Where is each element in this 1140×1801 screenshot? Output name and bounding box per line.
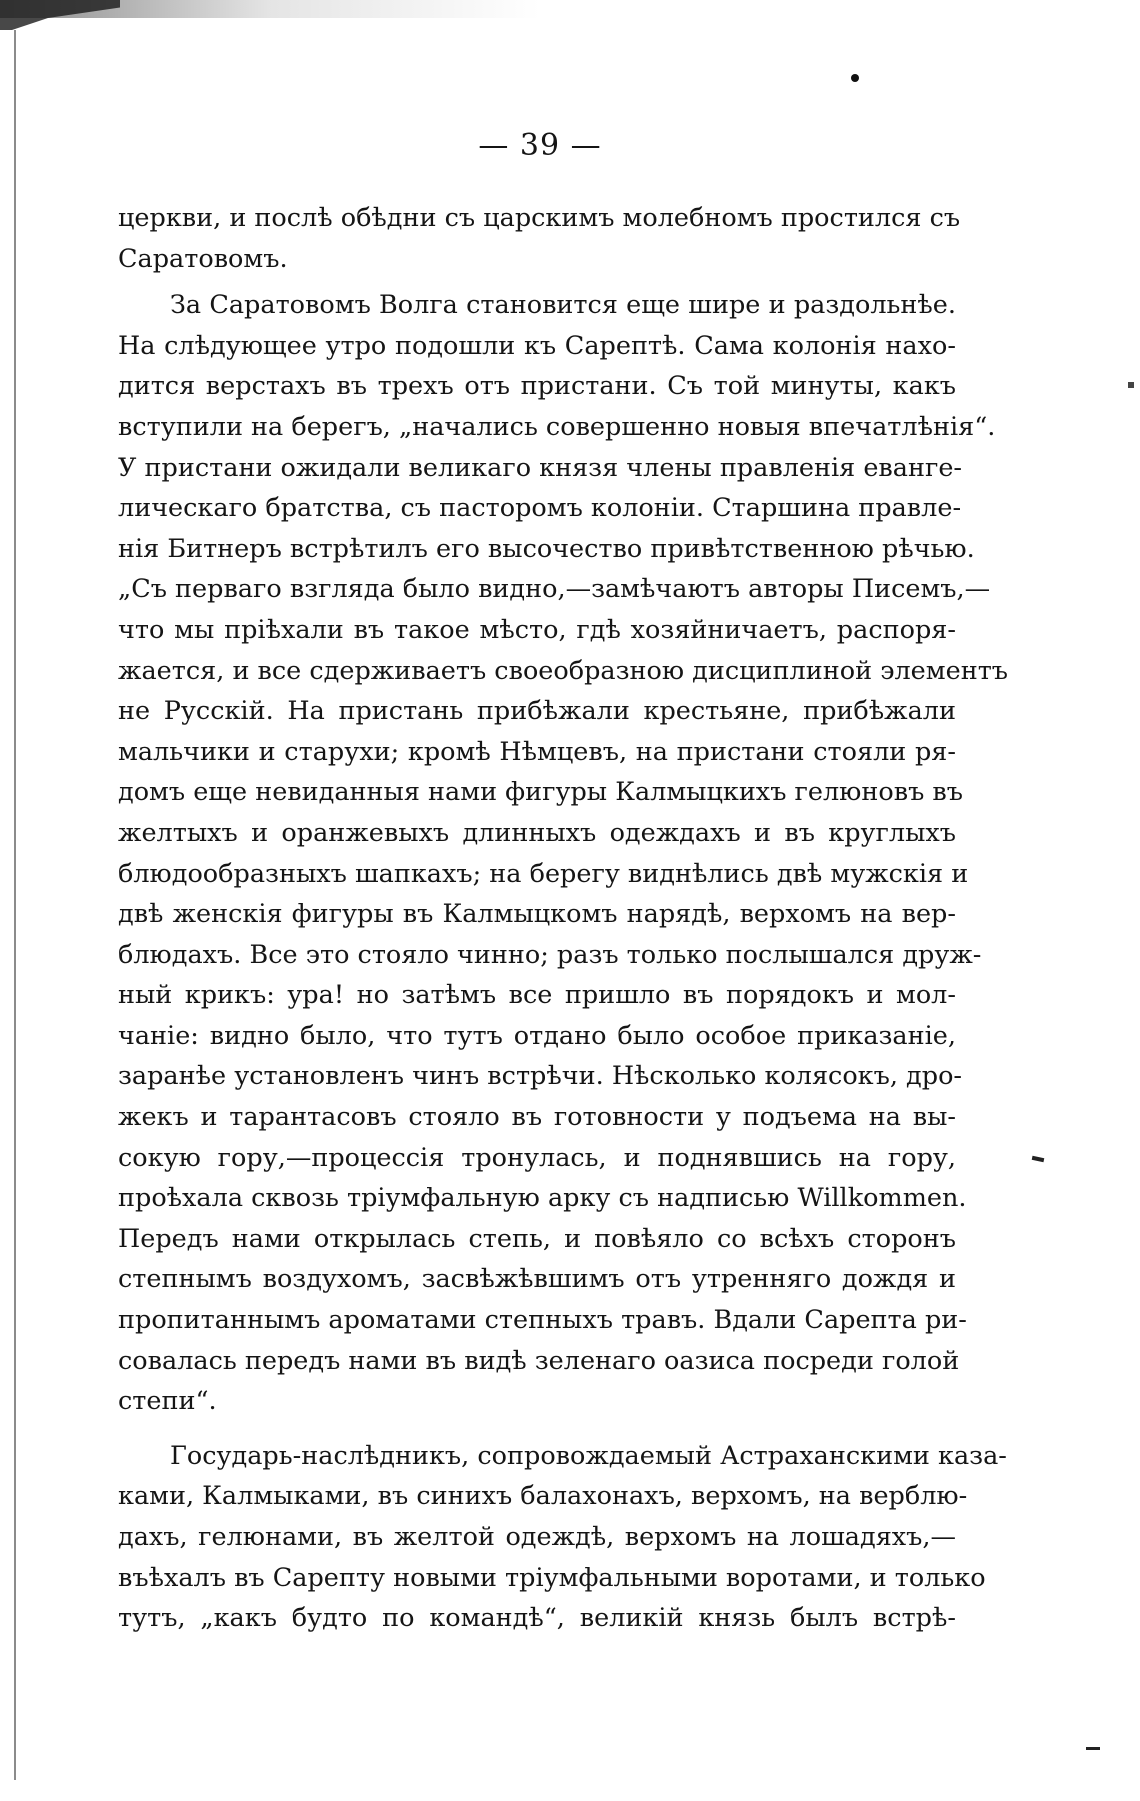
margin-mark	[1032, 1156, 1045, 1162]
scan-left-edge	[14, 30, 16, 1780]
text-line: степнымъ воздухомъ, засвѣжѣвшимъ отъ утренняго дождя и	[118, 1264, 956, 1295]
paragraph-2	[118, 285, 1009, 1422]
text-line: жекъ и тарантасовъ стояло въ готовности у подъема на вы-	[118, 1102, 956, 1133]
paragraph-3	[118, 1436, 1007, 1639]
text-line: Государь-наслѣдникъ, сопровождаемый Астраханскими каза-	[170, 1440, 1007, 1471]
text-line: У пристани ожидали великаго князя члены правленія еванге-	[118, 452, 963, 483]
paragraph-1	[118, 198, 961, 279]
text-line: блюдообразныхъ шапкахъ; на берегу виднѣлись двѣ мужскія и	[118, 858, 969, 889]
text-line: двѣ женскія фигуры въ Калмыцкомъ нарядѣ, верхомъ на вер-	[118, 899, 956, 930]
text-line: тутъ, „какъ будто по командѣ“, великій князь былъ встрѣ-	[118, 1603, 956, 1634]
text-line: пропитаннымъ ароматами степныхъ травъ. Вдали Сарепта ри-	[118, 1305, 967, 1336]
text-line: жается, и все сдерживаетъ своеобразною дисциплиной элементъ	[118, 655, 1009, 686]
text-line: въѣхалъ въ Сарепту новыми тріумфальными воротами, и только	[118, 1562, 986, 1593]
text-line: не Русскій. На пристань прибѣжали крестьяне, прибѣжали	[118, 696, 956, 727]
text-line: мальчики и старухи; кромѣ Нѣмцевъ, на пристани стояли ря-	[118, 736, 956, 767]
text-line: сокую гору,—процессія тронулась, и поднявшись на гору,	[118, 1142, 956, 1173]
page-number: — 39 —	[478, 128, 602, 163]
text-line: вступили на берегъ, „начались совершенно новыя впечатлѣнія“.	[118, 411, 996, 442]
text-line: Передъ нами открылась степь, и повѣяло со всѣхъ сторонъ	[118, 1223, 956, 1254]
text-line: ками, Калмыками, въ синихъ балахонахъ, верхомъ, на верблю-	[118, 1481, 968, 1512]
text-line: На слѣдующее утро подошли къ Сарептѣ. Сама колонія нахо-	[118, 330, 956, 361]
text-line: лическаго братства, съ пасторомъ колоніи. Старшина правле-	[118, 493, 962, 524]
body-text	[118, 198, 1009, 1639]
text-line: проѣхала сквозь тріумфальную арку съ надписью Willkommen.	[118, 1183, 967, 1214]
scan-edge-shadow	[0, 0, 900, 18]
text-line: дится верстахъ въ трехъ отъ пристани. Съ той минуты, какъ	[118, 371, 956, 402]
text-line: блюдахъ. Все это стояло чинно; разъ только послышался друж-	[118, 939, 982, 970]
text-line: ный крикъ: ура! но затѣмъ все пришло въ порядокъ и мол-	[118, 980, 956, 1011]
text-line: желтыхъ и оранжевыхъ длинныхъ одеждахъ и въ круглыхъ	[118, 817, 956, 848]
text-line: „Съ перваго взгляда было видно,—замѣчаютъ авторы Писемъ,—	[118, 574, 991, 605]
ink-speck	[1128, 382, 1134, 388]
text-line: совалась передъ нами въ видѣ зеленаго оазиса посреди голой	[118, 1345, 960, 1376]
ink-dot	[851, 74, 859, 82]
text-line: домъ еще невиданныя нами фигуры Калмыцкихъ гелюновъ въ	[118, 777, 963, 808]
margin-mark-bottom	[1086, 1747, 1100, 1750]
text-line: степи“.	[118, 1386, 217, 1417]
text-line: чаніе: видно было, что тутъ отдано было особое приказаніе,	[118, 1020, 956, 1051]
text-line: дахъ, гелюнами, въ желтой одеждѣ, верхомъ на лошадяхъ,—	[118, 1522, 956, 1552]
text-line: Саратовомъ.	[118, 243, 288, 274]
text-line: За Саратовомъ Волга становится еще шире и раздольнѣе.	[170, 290, 956, 321]
text-line: церкви, и послѣ обѣдни съ царскимъ молебномъ простился съ	[118, 203, 961, 233]
text-line: нія Битнеръ встрѣтилъ его высочество привѣтственною рѣчью.	[118, 533, 975, 564]
text-line: заранѣе установленъ чинъ встрѣчи. Нѣсколько колясокъ, дро-	[118, 1061, 963, 1092]
text-line: что мы пріѣхали въ такое мѣсто, гдѣ хозяйничаетъ, распоря-	[118, 614, 956, 645]
